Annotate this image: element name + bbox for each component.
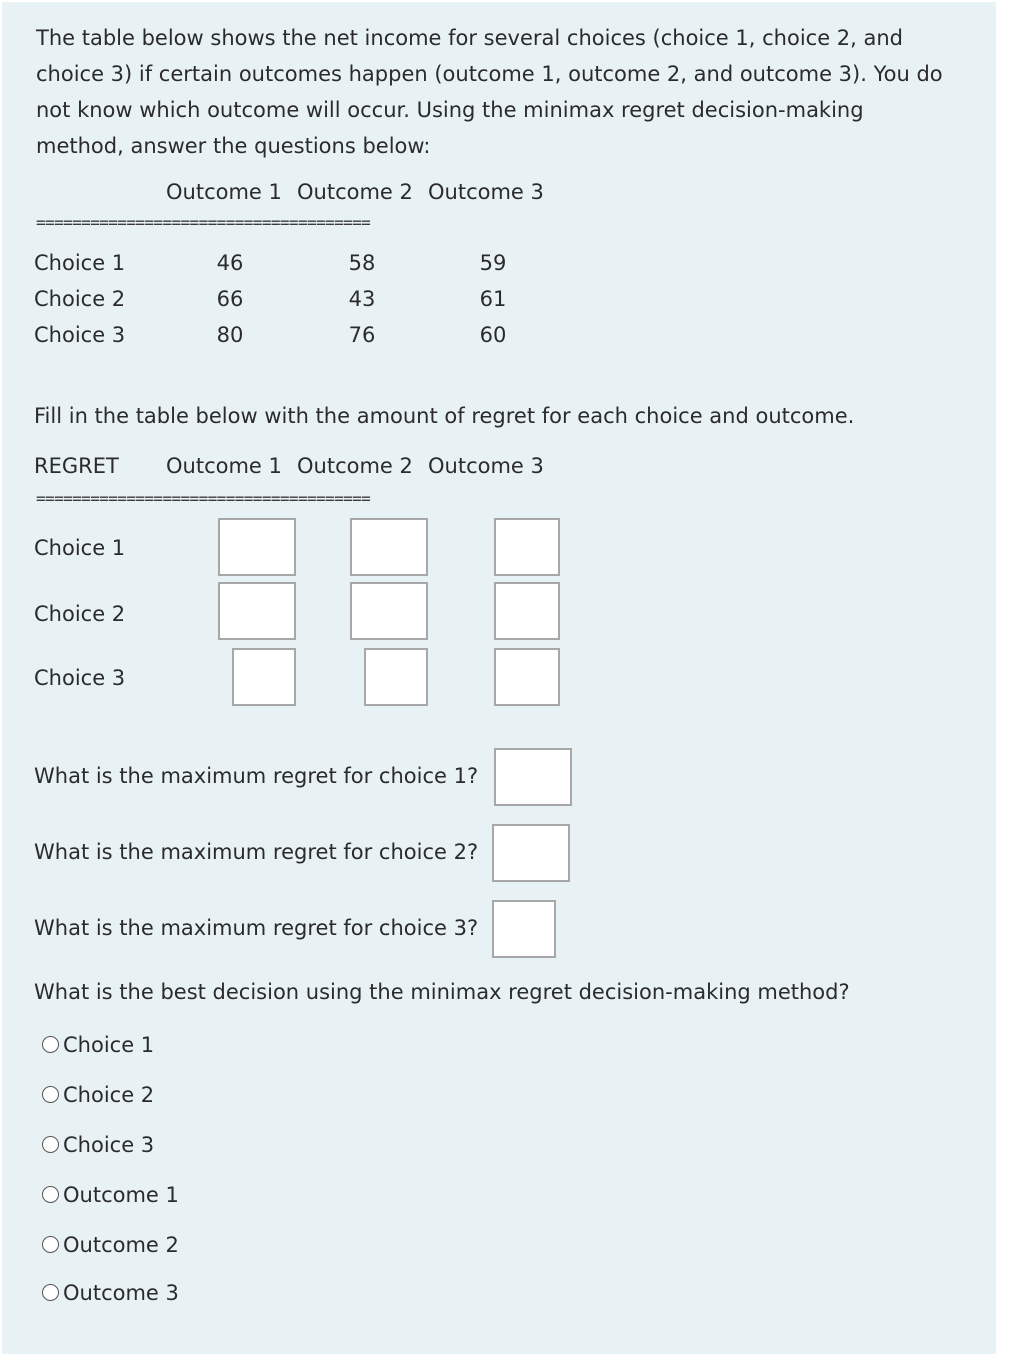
radio-outcome-2[interactable] bbox=[42, 1236, 59, 1253]
regret-header-outcome-1: Outcome 1 bbox=[166, 454, 282, 478]
best-decision-question: What is the best decision using the minimax regret decision-making method? bbox=[34, 980, 850, 1004]
max-regret-input-2[interactable] bbox=[492, 824, 570, 882]
regret-input-c3-o1[interactable] bbox=[232, 648, 296, 706]
max-regret-question-2: What is the maximum regret for choice 2? bbox=[34, 840, 479, 864]
radio-label-choice-3[interactable]: Choice 3 bbox=[63, 1133, 155, 1157]
income-cell: 61 bbox=[479, 287, 507, 311]
regret-corner-label: REGRET bbox=[34, 454, 119, 478]
regret-input-c3-o3[interactable] bbox=[494, 648, 560, 706]
income-cell: 60 bbox=[479, 323, 507, 347]
income-cell: 66 bbox=[216, 287, 244, 311]
max-regret-input-1[interactable] bbox=[494, 748, 572, 806]
intro-text: The table below shows the net income for several choices (choice 1, choice 2, and choice 3) if certain outcomes happen (outcome 1, outcome 2, and outcome 3). You do not know which outcome will occur. Using the minimax regret decision-making method, answer the questions below: bbox=[36, 26, 943, 158]
income-cell: 46 bbox=[216, 251, 244, 275]
fill-instruction: Fill in the table below with the amount of regret for each choice and outcome. bbox=[34, 404, 855, 428]
regret-header-outcome-3: Outcome 3 bbox=[428, 454, 544, 478]
income-table-separator: ===================================== bbox=[36, 216, 371, 230]
radio-label-outcome-3[interactable]: Outcome 3 bbox=[63, 1281, 179, 1305]
income-cell: 58 bbox=[348, 251, 376, 275]
regret-header-outcome-2: Outcome 2 bbox=[297, 454, 413, 478]
radio-label-choice-1[interactable]: Choice 1 bbox=[63, 1033, 155, 1057]
regret-input-c2-o3[interactable] bbox=[494, 582, 560, 640]
regret-input-c2-o1[interactable] bbox=[218, 582, 296, 640]
question-panel bbox=[2, 2, 996, 1354]
radio-choice-3[interactable] bbox=[42, 1136, 59, 1153]
regret-input-c2-o2[interactable] bbox=[350, 582, 428, 640]
regret-row-label: Choice 3 bbox=[34, 666, 126, 690]
radio-outcome-3[interactable] bbox=[42, 1284, 59, 1301]
income-header-outcome-2: Outcome 2 bbox=[297, 180, 413, 204]
income-row-label: Choice 3 bbox=[34, 323, 126, 347]
radio-choice-2[interactable] bbox=[42, 1086, 59, 1103]
income-row-label: Choice 1 bbox=[34, 251, 126, 275]
regret-input-c1-o1[interactable] bbox=[218, 518, 296, 576]
max-regret-question-3: What is the maximum regret for choice 3? bbox=[34, 916, 479, 940]
radio-outcome-1[interactable] bbox=[42, 1186, 59, 1203]
regret-input-c1-o2[interactable] bbox=[350, 518, 428, 576]
regret-input-c1-o3[interactable] bbox=[494, 518, 560, 576]
radio-choice-1[interactable] bbox=[42, 1036, 59, 1053]
income-cell: 43 bbox=[348, 287, 376, 311]
regret-input-c3-o2[interactable] bbox=[364, 648, 428, 706]
radio-label-outcome-1[interactable]: Outcome 1 bbox=[63, 1183, 179, 1207]
regret-table-separator: ===================================== bbox=[36, 492, 371, 506]
max-regret-input-3[interactable] bbox=[492, 900, 556, 958]
income-row-label: Choice 2 bbox=[34, 287, 126, 311]
max-regret-question-1: What is the maximum regret for choice 1? bbox=[34, 764, 479, 788]
radio-label-choice-2[interactable]: Choice 2 bbox=[63, 1083, 155, 1107]
radio-label-outcome-2[interactable]: Outcome 2 bbox=[63, 1233, 179, 1257]
income-cell: 76 bbox=[348, 323, 376, 347]
income-header-outcome-1: Outcome 1 bbox=[166, 180, 282, 204]
income-header-outcome-3: Outcome 3 bbox=[428, 180, 544, 204]
income-cell: 80 bbox=[216, 323, 244, 347]
regret-row-label: Choice 2 bbox=[34, 602, 126, 626]
income-cell: 59 bbox=[479, 251, 507, 275]
regret-row-label: Choice 1 bbox=[34, 536, 126, 560]
